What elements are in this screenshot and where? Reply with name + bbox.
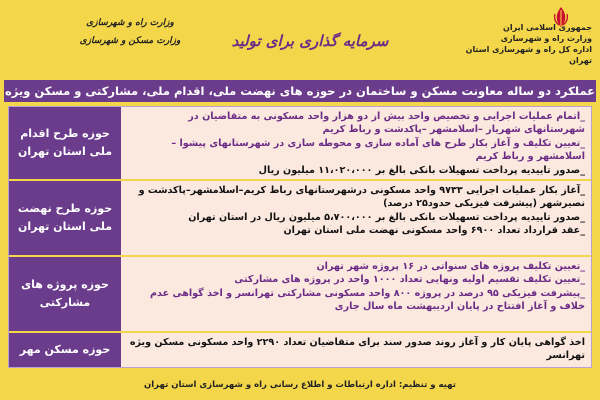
row-content — [121, 333, 591, 367]
row-label: حوزه مسکن مهر — [9, 333, 121, 367]
table-row — [9, 181, 591, 257]
row-paragraph: _پیشرفت فیزیکی ۹۵ درصد در پروژه ۸۰۰ واحد مسکونی مشارکتی تهرانسر و اخذ گواهی عدم خلاف و آغاز افتتاح در پایان اردیبهشت ماه سال جاری — [150, 287, 585, 313]
ministry-header-right — [442, 22, 592, 66]
row-paragraph: _آغاز بکار عملیات اجرایی ۹۷۳۳ واحد مسکونی درشهرستانهای رباط کریم–اسلامشهر–پاکدشت و نصیرشهر (پیشرفت فیزیکی حدود۲۵ درصد) — [138, 185, 585, 210]
row-label: حوزه طرح نهضت ملی استان تهران — [9, 181, 121, 255]
row-paragraph: _تعیین تکلیف تقسیم اولیه ونهایی تعداد ۱۰۰۰ واحد در پروژه های مشارکتی — [234, 274, 585, 286]
footer-credit: تهیه و تنظیم: اداره ارتباطات و اطلاع رسانی راه و شهرسازی استان تهران — [144, 380, 456, 390]
header-right-line-1: جمهوری اسلامی ایران — [503, 23, 592, 32]
table-row — [9, 333, 591, 367]
row-paragraph: _عقد قرارداد تعداد ۶۹۰۰ واحد مسکونی نهضت ملی استان تهران — [283, 225, 585, 237]
table-row — [9, 107, 591, 181]
ministry-header-left — [70, 14, 190, 50]
table-row — [9, 257, 591, 333]
performance-table — [8, 106, 592, 368]
row-paragraph: _تعیین تکلیف و آغاز بکار طرح های آماده سازی و محوطه سازی در شهرستانهای پیشوا – اسلامشهر و رباط کریم — [171, 137, 585, 163]
row-content — [121, 257, 591, 331]
row-label: حوزه پروژه های مشارکتی — [9, 257, 121, 331]
row-paragraph: _صدور تاییدیه پرداخت تسهیلات بانکی بالغ بر ۱۱،۰۲۰،۰۰۰ میلیون ریال — [258, 164, 585, 176]
header — [0, 0, 600, 80]
row-paragraph: اخذ گواهی پایان کار و آغاز روند صدور سند برای متقاضیان تعداد ۲۲۹۰ واحد مسکونی مسکن ویژه تهرانسر — [129, 337, 585, 362]
slogan: سرمایه گذاری برای تولید — [231, 32, 389, 50]
document-title: عملکرد دو ساله معاونت مسکن و ساختمان در حوزه های نهضت ملی، اقدام ملی، مشارکتی و مسکن ویژه — [4, 80, 596, 102]
row-label: حوزه طرح اقدام ملی استان تهران — [9, 107, 121, 179]
header-left-line-2: وزارت مسکن و شهرسازی — [79, 36, 181, 46]
row-content — [121, 107, 591, 179]
row-paragraph: _اتمام عملیات اجرایی و تخصیص واحد بیش از دو هزار واحد مسکونی به متقاضیان در شهرستانهای شهریار –اسلامشهر –پاکدشت و رباط کریم — [188, 111, 585, 136]
row-paragraph: _تعیین تکلیف پروژه های سنواتی در ۱۶ پروژه شهر تهران — [316, 261, 585, 272]
header-right-line-2: وزارت راه و شهرسازی — [500, 34, 592, 43]
header-left-line-1: وزارت راه و شهرسازی — [86, 18, 174, 28]
row-paragraph: _صدور تاییدیه پرداخت تسهیلات بانکی بالغ بر ۵،۷۰۰،۰۰۰ میلیون ریال در استان تهران — [188, 211, 585, 223]
header-right-line-3: اداره کل راه و شهرسازی استان تهران — [465, 45, 592, 65]
row-content — [121, 181, 591, 255]
